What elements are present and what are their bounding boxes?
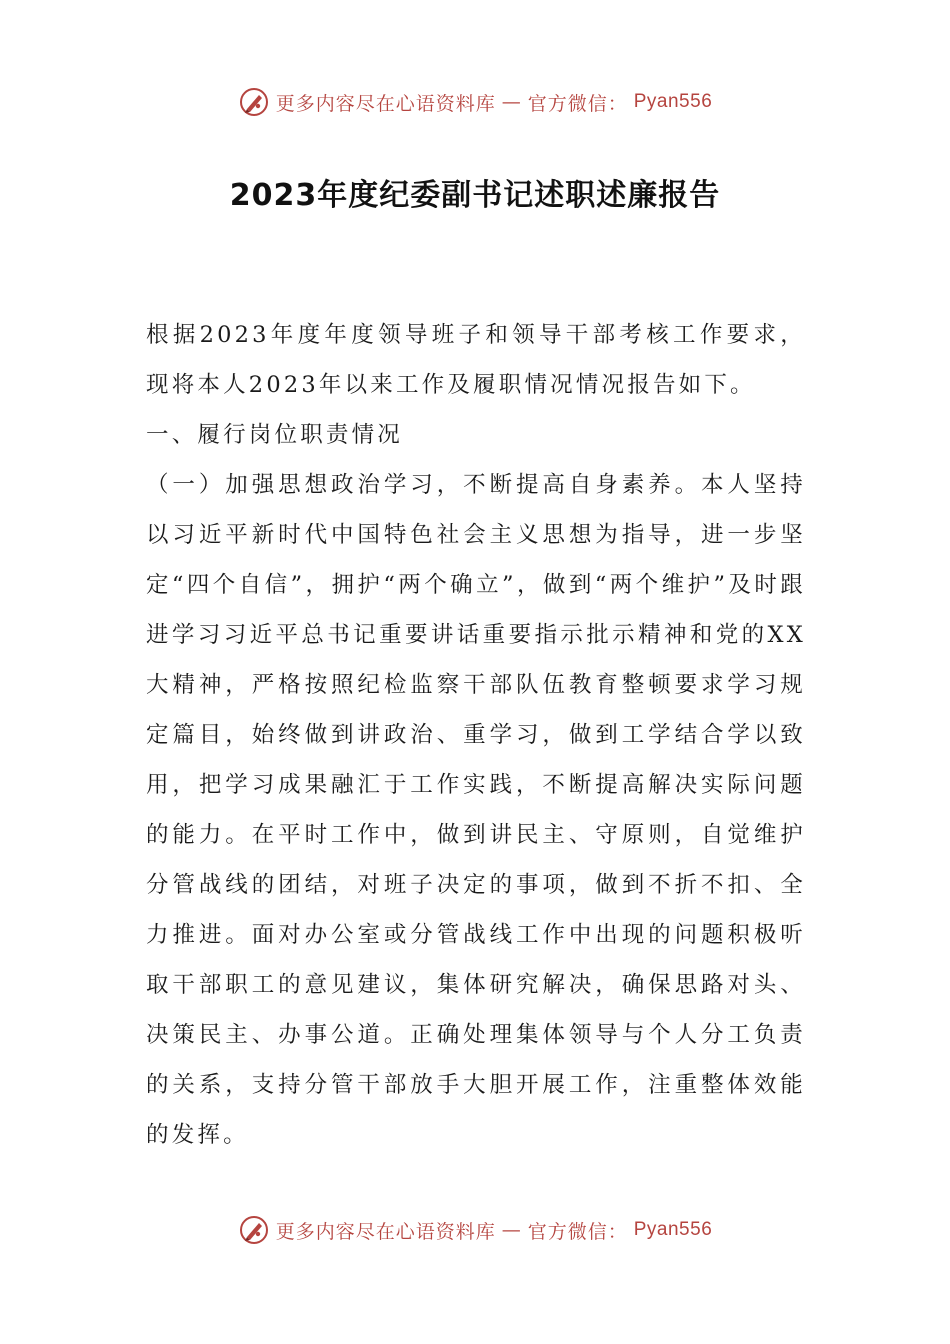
paragraph-intro: 根据2023年度年度领导班子和领导干部考核工作要求，现将本人2023年以来工作及履职情况情况报告如下。 <box>146 322 806 398</box>
watermark-id: Pyan556 <box>633 1219 713 1240</box>
paragraph-section-1: （一）加强思想政治学习，不断提高自身素养。本人坚持以习近平新时代中国特色社会主义思想为指导，进一步坚定“四个自信”，拥护“两个确立”，做到“两个维护”及时跟进学习习近平总书记重要讲话重要指示批示精神和党的XX大精神，严格按照纪检监察干部队伍教育整顿要求学习规定篇目，始终做到讲政治、重学习，做到工学结合学以致用，把学习成果融汇于工作实践，不断提高解决实际问题的能力。在平时工作中，做到讲民主、守原则，自觉维护分管战线的团结，对班子决定的事项，做到不折不扣、全力推进。面对办公室或分管战线工作中出现的问题积极听取干部职工的意见建议，集体研究解决，确保思路对头、决策民主、办事公道。正确处理集体领导与个人分工负责的关系，支持分管干部放手大胆开展工作，注重整体效能的发挥。 <box>146 472 806 1148</box>
pen-logo-icon <box>238 1214 270 1246</box>
watermark-label: 官方微信： <box>527 1220 628 1243</box>
watermark-text: 更多内容尽在心语资料库 <box>275 1220 496 1243</box>
document-body <box>146 310 806 1160</box>
pen-logo-icon <box>238 86 270 118</box>
watermark-footer <box>0 1210 950 1250</box>
section-heading: 一、履行岗位职责情况 <box>146 422 404 448</box>
watermark-text: 更多内容尽在心语资料库 <box>275 92 496 115</box>
watermark-label: 官方微信： <box>527 92 628 115</box>
watermark-header <box>0 82 950 122</box>
watermark-separator: — <box>501 91 522 113</box>
watermark-separator: — <box>501 1219 522 1241</box>
document-title: 2023年度纪委副书记述职述廉报告 <box>229 178 721 213</box>
watermark-id: Pyan556 <box>633 91 713 112</box>
